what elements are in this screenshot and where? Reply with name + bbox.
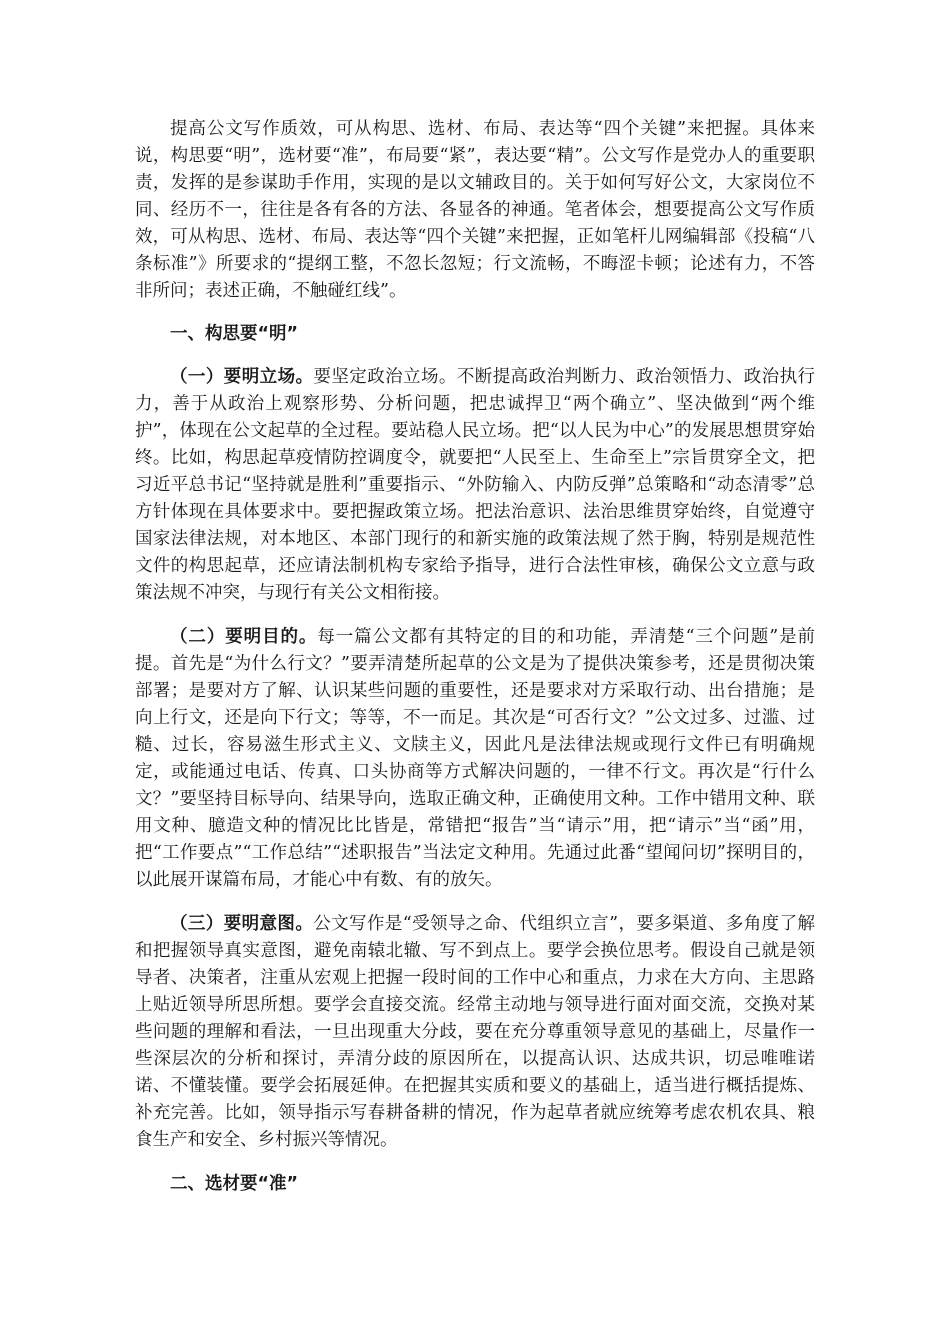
paragraph-intent xyxy=(135,911,815,1154)
paragraph-stance xyxy=(135,364,815,607)
paragraph-text: 公文写作是“受领导之命、代组织立言”，要多渠道、多角度了解和把握领导真实意图，避免南辕北辙、写不到点上。要学会换位思考。假设自己就是领导者、决策者，注重从宏观上把握一段时间的工作中心和重点，力求在大方向、主思路上贴近领导所思所想。要学会直接交流。经常主动地与领导进行面对面交流，交换对某些问题的理解和看法，一旦出现重大分歧，要在充分尊重领导意见的基础上，尽量作一些深层次的分析和探讨，弄清分歧的原因所在，以提高认识、达成共识，切忌唯唯诺诺、不懂装懂。要学会拓展延伸。在把握其实质和要义的基础上，适当进行概括提炼、补充完善。比如，领导指示写春耕备耕的情况，作为起草者就应统筹考虑农机农具、粮食生产和安全、乡村振兴等情况。 xyxy=(135,914,815,1150)
section-heading-1: 一、构思要“明” xyxy=(170,324,299,344)
intro-paragraph: 提高公文写作质效，可从构思、选材、布局、表达等“四个关键”来把握。具体来说，构思要“明”，选材要“准”，布局要“紧”，表达要“精”。公文写作是党办人的重要职责，发挥的是参谋助手作用，实现的是以文辅政目的。关于如何写好公文，大家岗位不同、经历不一，往往是各有各的方法、各显各的神通。笔者体会，想要提高公文写作质效，可从构思、选材、布局、表达等“四个关键”来把握，正如笔杆儿网编辑部《投稿“八条标准”》所要求的“提纲工整，不忽长忽短；行文流畅，不晦涩卡顿；论述有力，不答非所问；表述正确，不触碰红线”。 xyxy=(135,119,815,301)
paragraph-text: 每一篇公文都有其特定的目的和功能，弄清楚“三个问题”是前提。首先是“为什么行文？”要弄清楚所起草的公文是为了提供决策参考，还是贯彻决策部署；是要对方了解、认识某些问题的重要性，还是要求对方采取行动、出台措施；是向上行文，还是向下行文；等等，不一而足。其次是“可否行文？”公文过多、过滥、过糙、过长，容易滋生形式主义、文牍主义，因此凡是法律法规或现行文件已有明确规定，或能通过电话、传真、口头协商等方式解决问题的，一律不行文。再次是“行什么文？”要坚持目标导向、结果导向，选取正确文种，正确使用文种。工作中错用文种、联用文种、臆造文种的情况比比皆是，常错把“报告”当“请示”用，把“请示”当“函”用，把“工作要点”“工作总结”“述职报告”当法定文种用。先通过此番“望闻问切”探明目的，以此展开谋篇布局，才能心中有数、有的放矢。 xyxy=(135,627,815,890)
document-body xyxy=(135,116,815,1214)
paragraph-lead: （二）要明目的。 xyxy=(170,627,318,647)
paragraph-lead: （一）要明立场。 xyxy=(170,367,314,387)
paragraph-purpose xyxy=(135,624,815,894)
paragraph-lead: （三）要明意图。 xyxy=(170,914,314,934)
section-heading-2: 二、选材要“准” xyxy=(170,1174,299,1194)
paragraph-text: 要坚定政治立场。不断提高政治判断力、政治领悟力、政治执行力，善于从政治上观察形势、分析问题，把忠诚捍卫“两个确立”、坚决做到“两个维护”，体现在公文起草的全过程。要站稳人民立场。把“以人民为中心”的发展思想贯穿始终。比如，构思起草疫情防控调度令，就要把“人民至上、生命至上”宗旨贯穿全文，把习近平总书记“坚持就是胜利”重要指示、“外防输入、内防反弹”总策略和“动态清零”总方针体现在具体要求中。要把握政策立场。把法治意识、法治思维贯穿始终，自觉遵守国家法律法规，对本地区、本部门现行的和新实施的政策法规了然于胸，特别是规范性文件的构思起草，还应请法制机构专家给予指导，进行合法性审核，确保公文立意与政策法规不冲突，与现行有关公文相衔接。 xyxy=(135,367,816,603)
